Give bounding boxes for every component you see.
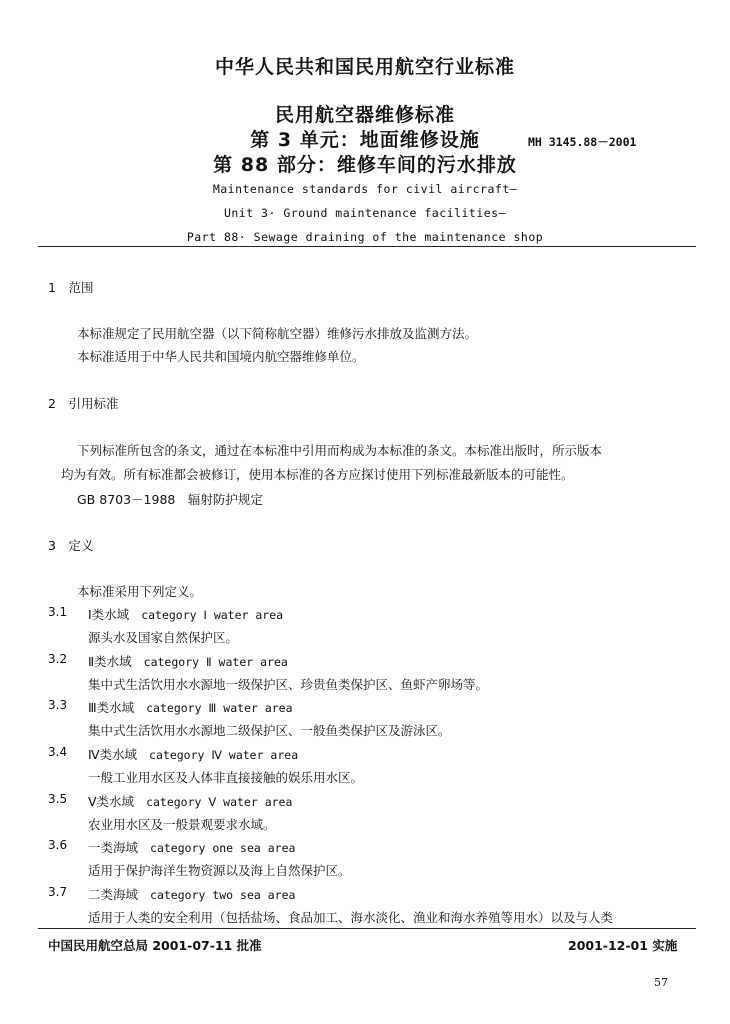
standard-title-line1: 民用航空器维修标准 [274,104,455,126]
term-heading [88,605,283,623]
standard-number: MH 3145.88－2001 [528,135,637,149]
standard-title-line3: 第 88 部分：维修车间的污水排放 [213,154,517,176]
header-rule [38,246,696,247]
page-number: 57 [654,976,668,989]
term-heading [88,792,292,810]
term-english: category Ⅰ water area [141,608,284,622]
term-english: category Ⅱ water area [143,655,288,669]
term-number: 3.6 [48,838,68,852]
term-chinese: Ⅰ类水域 [88,607,130,622]
standard-title-line2: 第 3 单元：地面维修设施 [250,129,480,151]
term-number: 3.5 [48,792,68,806]
term-chinese: Ⅳ类水域 [88,747,138,762]
term-definition: 集中式生活饮用水水源地一级保护区、珍贵鱼类保护区、鱼虾产卵场等。 [88,677,489,692]
term-number: 3.2 [48,652,68,666]
english-title-line3: Part 88· Sewage draining of the maintenance shop [186,230,544,244]
section-2-heading: 2 引用标准 [48,396,119,411]
section-1-paragraph-2: 本标准适用于中华人民共和国境内航空器维修单位。 [77,349,365,364]
english-title-line1: Maintenance standards for civil aircraft— [212,182,518,196]
term-definition: 适用于人类的安全利用（包括盐场、食品加工、海水淡化、渔业和海水养殖等用水）以及与人类 [88,910,614,925]
term-chinese: Ⅴ类水域 [88,794,135,809]
term-number: 3.4 [48,745,68,759]
term-heading [88,838,295,856]
term-heading [88,652,288,670]
referenced-standard: GB 8703－1988 辐射防护规定 [77,492,263,507]
term-chinese: 一类海域 [88,840,139,855]
term-english: category one sea area [150,841,296,855]
english-title-line2: Unit 3· Ground maintenance facilities— [223,206,507,220]
term-chinese: 二类海域 [88,887,139,902]
effective-date: 2001-12-01 实施 [568,938,678,953]
term-definition: 集中式生活饮用水水源地二级保护区、一般鱼类保护区及游泳区。 [88,723,451,738]
term-definition: 农业用水区及一般景观要求水域。 [88,817,276,832]
term-english: category Ⅲ water area [146,701,293,715]
term-definition: 适用于保护海洋生物资源以及海上自然保护区。 [88,863,351,878]
section-2-paragraph-line1: 下列标准所包含的条文，通过在本标准中引用而构成为本标准的条文。本标准出版时，所示版本 [77,443,603,458]
term-heading [88,885,295,903]
term-chinese: Ⅱ类水域 [88,654,132,669]
section-3-intro: 本标准采用下列定义。 [77,584,203,599]
term-english: category two sea area [150,888,296,902]
approval-statement: 中国民用航空总局 2001-07-11 批准 [48,938,262,953]
term-heading [88,745,298,763]
section-3-heading: 3 定义 [48,538,94,553]
term-definition: 源头水及国家自然保护区。 [88,630,239,645]
section-1-heading: 1 范围 [48,280,94,295]
term-english: category Ⅳ water area [149,748,299,762]
term-chinese: Ⅲ类水域 [88,700,135,715]
term-english: category Ⅴ water area [146,795,293,809]
section-2-paragraph-line2: 均为有效。所有标准都会被修订，使用本标准的各方应探讨使用下列标准最新版本的可能性。 [61,467,574,482]
term-definition: 一般工业用水区及人体非直接接触的娱乐用水区。 [88,770,364,785]
term-number: 3.1 [48,605,68,619]
term-number: 3.7 [48,885,68,899]
issuing-body: 中华人民共和国民用航空行业标准 [214,56,515,78]
section-1-paragraph-1: 本标准规定了民用航空器（以下简称航空器）维修污水排放及监测方法。 [77,326,478,341]
term-heading [88,698,293,716]
term-number: 3.3 [48,698,68,712]
footer-rule [38,928,696,929]
